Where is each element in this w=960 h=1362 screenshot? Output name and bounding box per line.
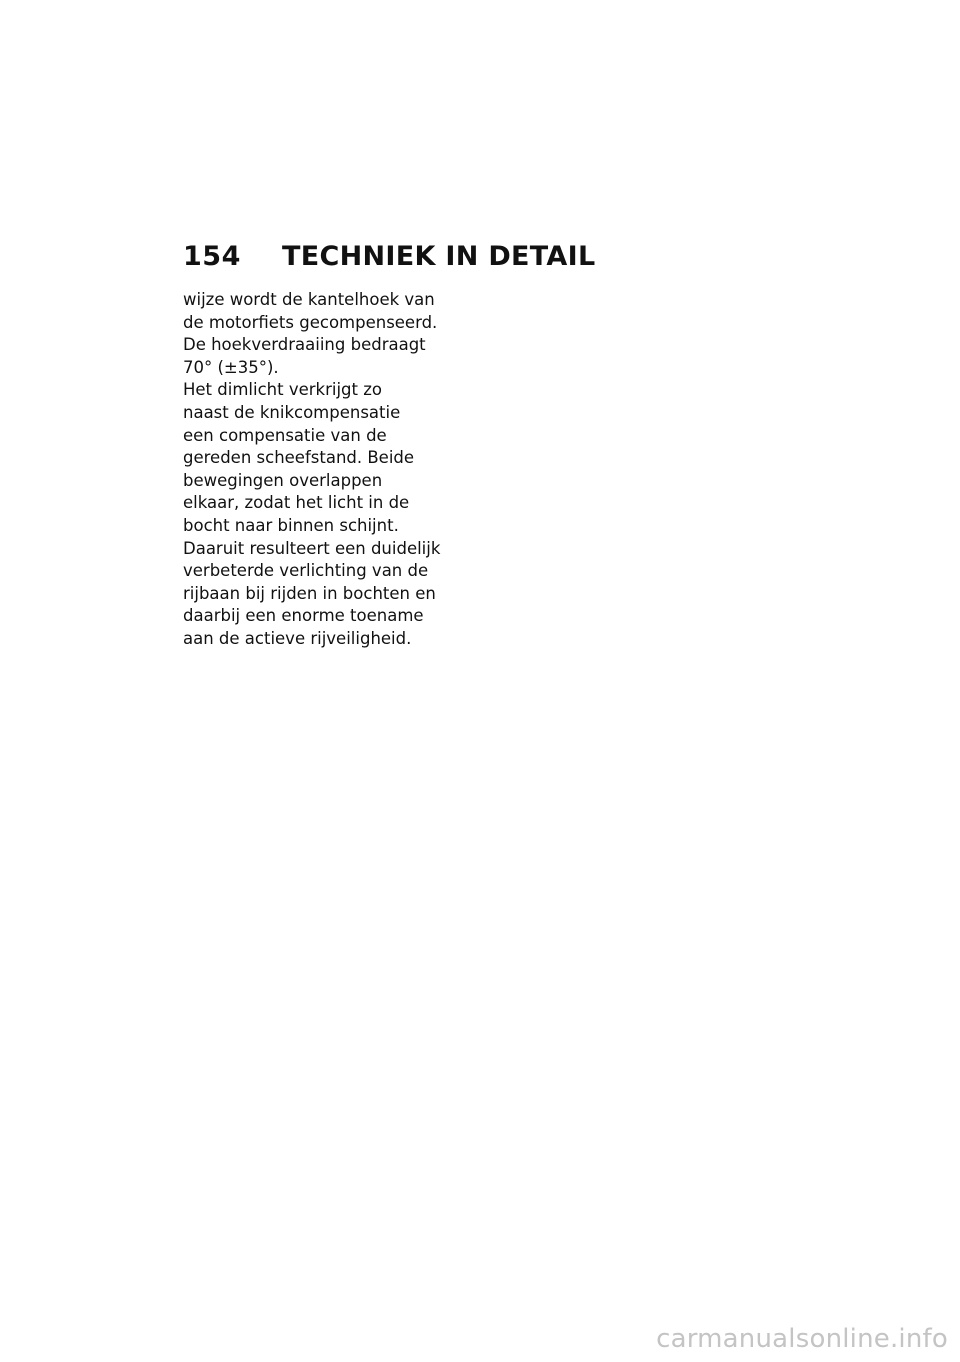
text-line: daarbij een enorme toename xyxy=(183,606,424,626)
text-line: de motorfiets gecompenseerd. xyxy=(183,312,438,332)
text-line: verbeterde verlichting van de xyxy=(183,561,429,581)
text-line: De hoekverdraaiing bedraagt xyxy=(183,335,426,355)
text-line: Daaruit resulteert een duidelijk xyxy=(183,538,441,558)
text-line: een compensatie van de xyxy=(183,425,387,445)
text-line: rijbaan bij rijden in bochten en xyxy=(183,583,436,603)
page-number: 154 xyxy=(183,241,241,272)
text-line: aan de actieve rijveiligheid. xyxy=(183,628,412,648)
text-line: 70° (±35°). xyxy=(183,357,279,377)
text-line: wijze wordt de kantelhoek van xyxy=(183,290,435,309)
text-line: gereden scheefstand. Beide xyxy=(183,448,415,468)
page-header xyxy=(183,241,595,272)
text-line: Het dimlicht verkrijgt zo xyxy=(183,380,382,400)
text-line: bocht naar binnen schijnt. xyxy=(183,515,399,535)
body-text xyxy=(183,289,473,651)
text-line: bewegingen overlappen xyxy=(183,470,383,490)
section-title: TECHNIEK IN DETAIL xyxy=(282,241,596,272)
watermark: carmanualsonline.info xyxy=(656,1324,948,1354)
text-line: elkaar, zodat het licht in de xyxy=(183,493,410,513)
text-line: naast de knikcompensatie xyxy=(183,402,401,422)
